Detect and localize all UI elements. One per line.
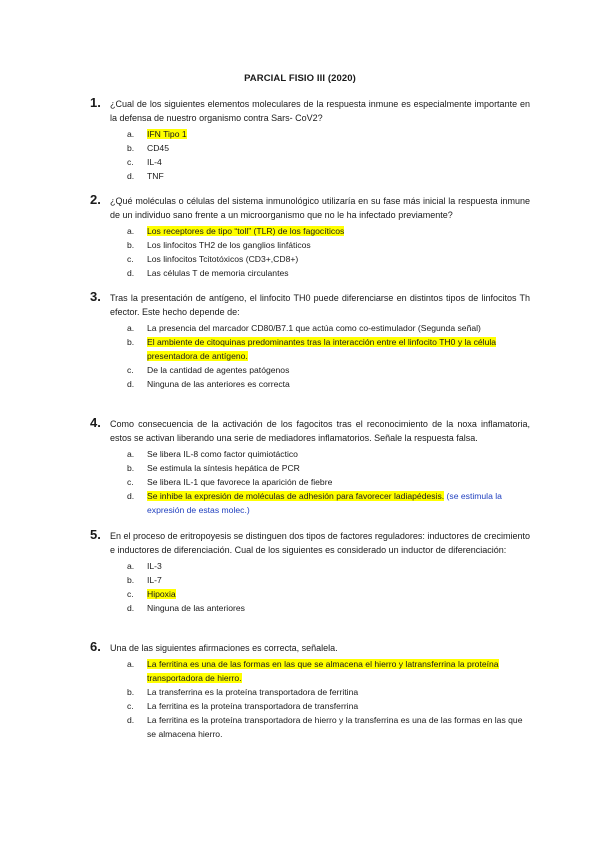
option-text: Ninguna de las anteriores [147,603,245,613]
option-text: IL-4 [147,157,162,167]
option-a[interactable] [127,447,530,461]
option-b[interactable] [127,685,530,699]
option-text: Se inhibe la expresión de moléculas de adhesión para favorecer ladiapédesis. [147,491,445,501]
question-6 [90,641,530,741]
option-letter: d. [127,603,135,613]
option-letter: d. [127,171,135,181]
option-letter: b. [127,240,135,250]
option-text: La ferritina es la proteína transportadora de transferrina [147,701,359,711]
option-text: Se estimula la síntesis hepática de PCR [147,463,300,473]
option-letter: a. [127,659,135,669]
question-3 [90,291,530,391]
option-letter: c. [127,477,134,487]
option-d[interactable] [127,377,530,391]
options-list [127,447,530,517]
question-number: 5. [90,527,101,542]
option-letter: d. [127,379,135,389]
option-c[interactable] [127,475,530,489]
question-text: Una de las siguientes afirmaciones es correcta, señalela. [110,643,338,653]
option-letter: c. [127,254,134,264]
option-letter: c. [127,157,134,167]
option-text: La transferrina es la proteína transportadora de ferritina [147,687,359,697]
option-c[interactable] [127,699,530,713]
options-list [127,321,530,391]
option-c[interactable] [127,587,530,601]
option-letter: d. [127,715,135,725]
question-text: ¿Qué moléculas o células del sistema inmunológico utilizaría en su fase más inicial la respuesta inmune de un individuo sano frente a un microorganismo que no le ha infectado previamente? [110,196,530,220]
option-text: Hipoxia [147,589,176,599]
option-letter: a. [127,449,135,459]
question-number: 2. [90,192,101,207]
option-a[interactable] [127,224,530,238]
question-text: Como consecuencia de la activación de los fagocitos tras el reconocimiento de la noxa inflamatoria, estos se activan liberando una serie de mediadores inflamatorios. Señale la respuesta falsa. [110,419,530,443]
option-letter: d. [127,491,135,501]
option-text: Las células T de memoria circulantes [147,268,289,278]
option-text: La ferritina es una de las formas en las que se almacena el hierro y latransferrina la proteína transportadora de hierro. [147,659,499,683]
question-4 [90,417,530,517]
options-list [127,127,530,183]
option-letter: c. [127,701,134,711]
option-d[interactable] [127,601,530,615]
option-d[interactable] [127,169,530,183]
option-letter: b. [127,687,135,697]
option-letter: b. [127,575,135,585]
option-a[interactable] [127,127,530,141]
question-text: ¿Cual de los siguientes elementos moleculares de la respuesta inmune es especialmente importante en la defensa de nuestro organismo contra Sars- CoV2? [110,99,530,123]
option-c[interactable] [127,363,530,377]
question-number: 1. [90,95,101,110]
options-list [127,224,530,280]
option-letter: c. [127,365,134,375]
option-text: TNF [147,171,164,181]
option-letter: d. [127,268,135,278]
option-a[interactable] [127,559,530,573]
option-text: La presencia del marcador CD80/B7.1 que actúa como co-estimulador (Segunda señal) [147,323,481,333]
option-b[interactable] [127,238,530,252]
option-text: El ambiente de citoquinas predominantes tras la interacción entre el linfocito TH0 y la célula presentadora de antígeno. [147,337,497,361]
option-text: CD45 [147,143,169,153]
option-c[interactable] [127,252,530,266]
option-letter: b. [127,463,135,473]
option-text: Se libera IL-1 que favorece la aparición de fiebre [147,477,333,487]
option-d[interactable] [127,266,530,280]
option-a[interactable] [127,657,530,685]
option-text: IFN Tipo 1 [147,129,187,139]
option-b[interactable] [127,141,530,155]
question-5 [90,529,530,615]
option-text: Los receptores de tipo “toll” (TLR) de los fagocíticos [147,226,345,236]
option-text: IL-7 [147,575,162,585]
question-text: Tras la presentación de antígeno, el linfocito TH0 puede diferenciarse en distintos tipos de linfocitos Th efector. Este hecho depende de: [110,293,530,317]
question-number: 6. [90,639,101,654]
page-title: PARCIAL FISIO III (2020) [244,73,356,84]
question-2 [90,194,530,280]
option-d[interactable] [127,489,530,517]
option-letter: c. [127,589,134,599]
option-text: Los linfocitos Tcitotóxicos (CD3+,CD8+) [147,254,299,264]
options-list [127,559,530,615]
option-letter: b. [127,337,135,347]
question-text: En el proceso de eritropoyesis se distinguen dos tipos de factores reguladores: inductores de crecimiento e inductores de diferenciación. Cual de los siguientes es considerado un inductor de diferenciación: [110,531,530,555]
option-c[interactable] [127,155,530,169]
option-letter: a. [127,561,135,571]
option-b[interactable] [127,573,530,587]
option-d[interactable] [127,713,530,741]
option-text: De la cantidad de agentes patógenos [147,365,290,375]
option-letter: a. [127,323,135,333]
question-1 [90,97,530,183]
option-text: Ninguna de las anteriores es correcta [147,379,290,389]
option-b[interactable] [127,461,530,475]
option-text: IL-3 [147,561,162,571]
option-letter: a. [127,129,135,139]
option-text: La ferritina es la proteína transportadora de hierro y la transferrina es una de las formas en las que se almacena hierro. [147,715,523,739]
option-text: Se libera IL-8 como factor quimiotáctico [147,449,298,459]
question-number: 4. [90,415,101,430]
option-a[interactable] [127,321,530,335]
question-number: 3. [90,289,101,304]
option-b[interactable] [127,335,530,363]
options-list [127,657,530,741]
option-text: Los linfocitos TH2 de los ganglios linfáticos [147,240,311,250]
option-letter: b. [127,143,135,153]
option-letter: a. [127,226,135,236]
option-note: (se estimula la expresión de estas molec.) [147,491,502,515]
